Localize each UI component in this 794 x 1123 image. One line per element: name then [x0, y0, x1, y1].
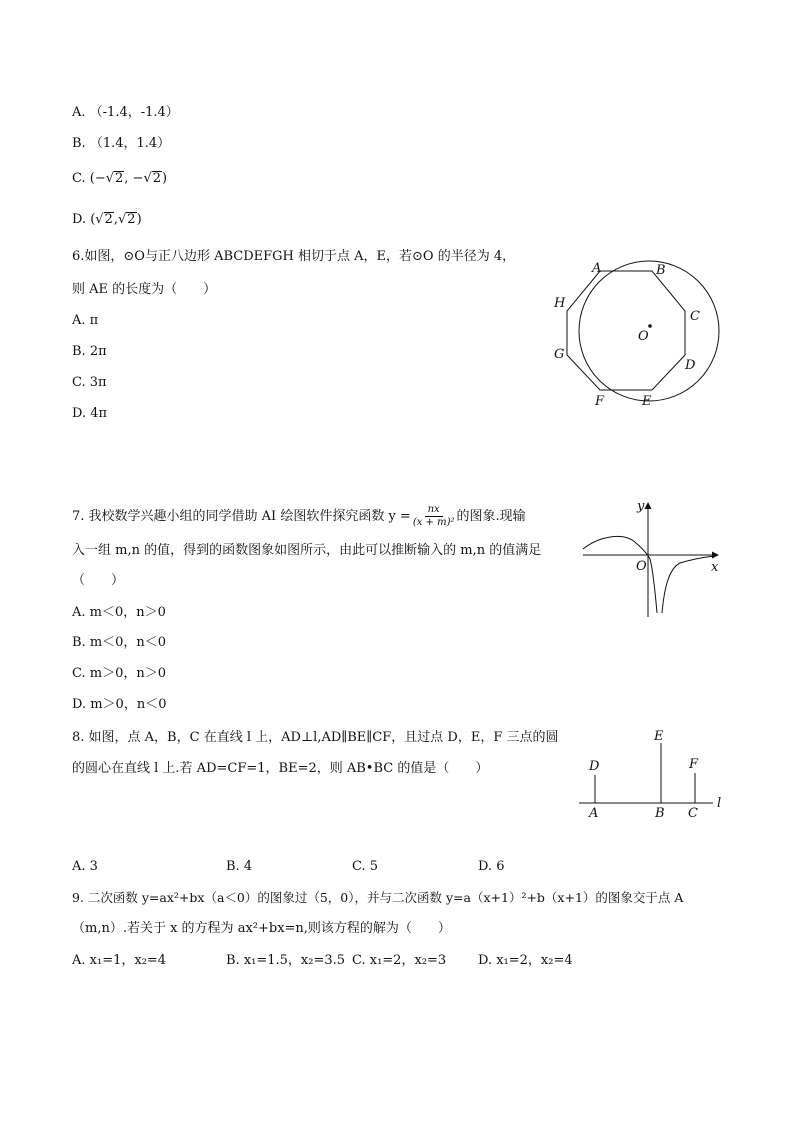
q7-stem-part1: 7. 我校数学兴趣小组的同学借助 AI 绘图软件探究函数 y =: [72, 509, 411, 524]
q6-label-d: D: [685, 358, 696, 373]
q6-label-g: G: [554, 347, 565, 362]
q8-stem-line1: 8. 如图，点 A，B，C 在直线 l 上，AD⊥l,AD∥BE∥CF，且过点 D，E，F 三点的圆: [72, 730, 559, 745]
q6-option-b: B. 2π: [72, 344, 107, 359]
q9-option-c: C. x₁=2，x₂=3: [352, 953, 447, 968]
q6-center-dot: [648, 324, 652, 328]
q6-label-b: B: [656, 263, 666, 278]
q6-label-f: F: [595, 394, 605, 409]
q6-label-e: E: [642, 394, 652, 409]
q8-figure: [575, 725, 735, 825]
q8-option-b: B. 4: [226, 859, 253, 874]
q6-stem-line2: 则 AE 的长度为（ ）: [72, 282, 217, 297]
q5-option-b: B. （1.4，1.4）: [72, 136, 171, 151]
q7-option-d: D. m＞0，n＜0: [72, 697, 167, 712]
q8-label-a: A: [589, 806, 599, 821]
q8-option-c: C. 5: [352, 859, 379, 874]
q8-option-a: A. 3: [72, 859, 98, 874]
q7-option-c: C. m＞0，n＞0: [72, 666, 166, 681]
q6-label-o: O: [638, 329, 649, 344]
q5-option-d: D. (√2,√2): [72, 212, 142, 227]
q6-label-a: A: [592, 261, 602, 276]
q9-option-d: D. x₁=2，x₂=4: [478, 953, 573, 968]
q8-label-c: C: [688, 806, 698, 821]
q5-c-sqrt2: 2: [152, 171, 162, 186]
q5-d-sqrt1: 2: [104, 212, 113, 227]
q6-stem1: 如图，⊙O与正八边形 ABCDEFGH 相切于点 A，E，若⊙O 的半径为 4，: [84, 249, 516, 264]
q9-option-b: B. x₁=1.5，x₂=3.5: [226, 953, 346, 968]
q7-option-b: B. m＜0，n＜0: [72, 635, 167, 650]
q7-curve-right: [662, 556, 714, 613]
q5-option-d-label: D.: [72, 212, 87, 227]
q7-stem-line2: 入一组 m,n 的值，得到的函数图象如图所示，由此可以推断输入的 m,n 的值满足: [72, 543, 542, 558]
q8-label-b: B: [655, 806, 665, 821]
q5-c-sqrt1: 2: [115, 171, 124, 186]
q9-stem-line2: （m,n）.若关于 x 的方程为 ax²+bx=n,则该方程的解为（ ）: [72, 921, 451, 936]
q7-fraction: [413, 504, 455, 529]
q6-label-c: C: [690, 309, 700, 324]
q5-option-a: A. （-1.4，-1.4）: [72, 105, 179, 120]
q9-stem-line1: 9. 二次函数 y=ax²+bx（a＜0）的图象过（5，0），并与二次函数 y=a（x+1）²+b（x+1）的图象交于点 A: [72, 890, 684, 905]
q7-frac-num: nx: [425, 504, 443, 517]
q8-label-e: E: [654, 729, 664, 744]
q6-number: 6.: [72, 249, 85, 264]
q6-octagon: [567, 271, 685, 390]
q5-d-sqrt2: 2: [127, 212, 136, 227]
q6-option-a: A. π: [72, 313, 99, 328]
q8-option-d: D. 6: [478, 859, 505, 874]
q6-option-d: D. 4π: [72, 406, 108, 421]
q8-label-l: l: [717, 796, 722, 811]
q6-octagon-figure: [545, 255, 735, 415]
q7-axis-label-y: y: [637, 499, 645, 514]
q7-frac-den: (x + m)²: [412, 517, 455, 528]
q7-stem-part2: 的图象.现输: [456, 509, 526, 524]
q7-function-graph: [578, 495, 728, 620]
q6-stem-line1: [72, 248, 515, 266]
q6-option-c: C. 3π: [72, 375, 107, 390]
q7-axis-label-x: x: [711, 560, 719, 575]
q7-curve-left: [583, 536, 657, 613]
q8-label-f: F: [689, 757, 699, 772]
q5-option-c: C. (−√2, −√2): [72, 171, 168, 186]
q7-option-a: A. m＜0，n＞0: [72, 605, 166, 620]
q7-stem-line1: [72, 504, 526, 529]
q7-origin-label: O: [636, 559, 647, 574]
q7-stem-line3: （ ）: [72, 573, 125, 588]
q8-label-d: D: [589, 759, 600, 774]
q5-option-c-label: C.: [72, 171, 86, 186]
q8-stem-line2: 的圆心在直线 l 上.若 AD=CF=1，BE=2，则 AB•BC 的值是（ ）: [72, 761, 489, 776]
q6-label-h: H: [554, 296, 566, 311]
q6-circle: [579, 261, 719, 401]
q9-option-a: A. x₁=1，x₂=4: [72, 953, 167, 968]
